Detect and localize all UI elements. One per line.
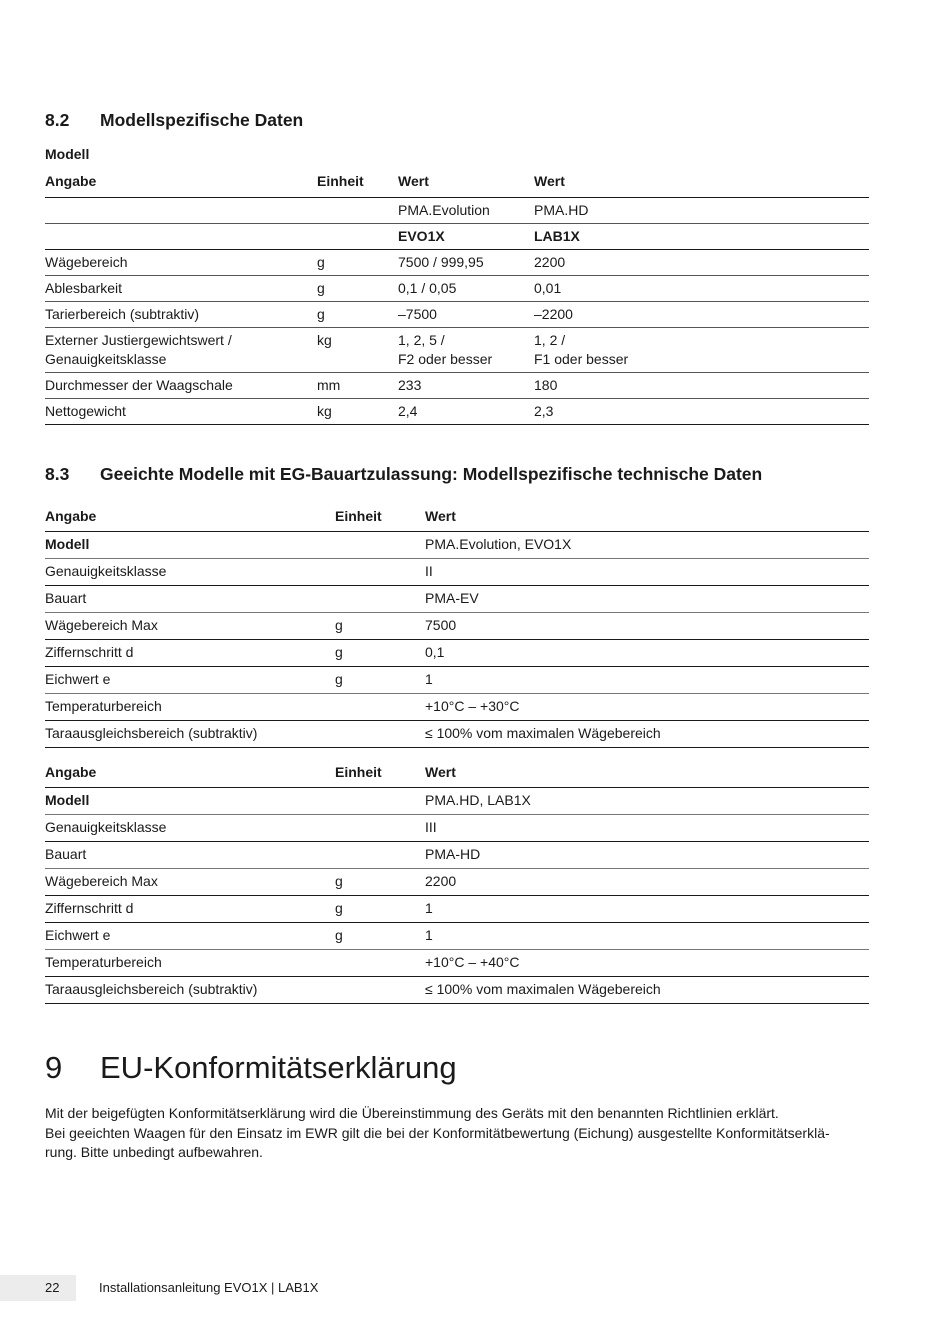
column-header: Angabe	[45, 508, 97, 524]
table-cell: g	[335, 873, 343, 889]
table-row	[45, 399, 869, 425]
table-row	[45, 869, 869, 896]
certified-model-table-lab1x	[45, 763, 869, 1004]
table-cell: g	[335, 617, 343, 633]
table-cell	[335, 950, 425, 977]
table-row	[45, 302, 869, 328]
table-cell	[335, 977, 425, 1004]
table-cell: Ziffernschritt d	[45, 900, 134, 916]
column-header: Angabe	[45, 764, 97, 780]
table-cell: g	[317, 306, 325, 322]
section-title: Modellspezifische Daten	[100, 110, 304, 130]
table-cell	[335, 532, 425, 559]
section-number: 8.2	[45, 110, 70, 130]
table-cell: 0,1	[425, 644, 445, 660]
table-row	[45, 276, 869, 302]
table-cell: 7500 / 999,95	[398, 254, 484, 270]
table-cell: Eichwert e	[45, 927, 111, 943]
table-cell: Temperaturbereich	[45, 698, 162, 714]
table-row	[45, 586, 869, 613]
section-8-3-heading	[45, 464, 762, 485]
table-cell: mm	[317, 377, 341, 393]
table-cell: 0,01	[534, 280, 562, 296]
model-data-rows	[45, 250, 869, 425]
table-cell: +10°C – +30°C	[425, 698, 520, 714]
table-row	[45, 788, 869, 815]
table-cell: 7500	[425, 617, 457, 633]
column-header: Einheit	[335, 764, 382, 780]
table-cell: Ziffernschritt d	[45, 644, 134, 660]
table-cell: g	[335, 927, 343, 943]
chapter-title: EU-Konformitätserklärung	[100, 1050, 457, 1085]
table-row	[45, 613, 869, 640]
table-cell: g	[335, 671, 343, 687]
column-header: Einheit	[317, 173, 364, 189]
table-cell: PMA-HD	[425, 846, 481, 862]
table-cell: Ablesbarkeit	[45, 280, 123, 296]
table-cell: 2,3	[534, 403, 554, 419]
table-cell: g	[317, 280, 325, 296]
table-row	[45, 842, 869, 869]
table-cell: ≤ 100% vom maximalen Wägebereich	[425, 981, 661, 997]
table-cell: kg	[317, 403, 332, 419]
table-cell: ≤ 100% vom maximalen Wägebereich	[425, 725, 661, 741]
table-cell	[335, 815, 425, 842]
table-row	[45, 896, 869, 923]
table-cell: 0,1 / 0,05	[398, 280, 457, 296]
table-cell: Externer Justiergewichtswert / Genauigkeitsklasse	[45, 332, 232, 367]
table-cell: 1, 2 / F1 oder besser	[534, 332, 629, 367]
chapter-number: 9	[45, 1050, 63, 1085]
column-header: Wert	[425, 508, 456, 524]
table-cell: g	[335, 900, 343, 916]
model-data-table	[45, 172, 869, 425]
section-8-2-heading	[45, 110, 303, 131]
table-cell: III	[425, 819, 437, 835]
table-row	[45, 373, 869, 399]
table-cell: 1	[425, 927, 433, 943]
table-row	[45, 950, 869, 977]
table-cell: –2200	[534, 306, 573, 322]
section-title: Geeichte Modelle mit EG-Bauartzulassung: Modellspezifische technische Daten	[100, 464, 763, 484]
footer-document-title: Installationsanleitung EVO1X | LAB1X	[99, 1280, 319, 1295]
table-cell: kg	[317, 332, 332, 348]
conformity-paragraph	[45, 1104, 875, 1163]
paragraph-line: rung. Bitte unbedingt aufbewahren.	[45, 1144, 263, 1160]
table-cell: LAB1X	[534, 228, 580, 244]
table-cell: Modell	[45, 792, 90, 808]
table-cell: Taraausgleichsbereich (subtraktiv)	[45, 725, 258, 741]
table-cell: 233	[398, 377, 422, 393]
table-cell: 1, 2, 5 / F2 oder besser	[398, 332, 493, 367]
table-cell: 2200	[425, 873, 457, 889]
table-header-row	[45, 507, 869, 532]
table-row	[45, 250, 869, 276]
table-cell	[45, 198, 317, 224]
table-cell	[317, 224, 398, 250]
table-cell: Wägebereich Max	[45, 873, 158, 889]
table-cell: 2200	[534, 254, 566, 270]
section-8-2-subheading: Modell	[45, 146, 90, 162]
certified-rows-evo1x	[45, 532, 869, 748]
table-cell: Tarierbereich (subtraktiv)	[45, 306, 200, 322]
table-cell: 1	[425, 671, 433, 687]
table-cell: 2,4	[398, 403, 418, 419]
table-cell: PMA.HD	[534, 202, 589, 218]
table-cell	[335, 842, 425, 869]
table-row	[45, 977, 869, 1004]
table-row	[45, 923, 869, 950]
table-cell	[335, 586, 425, 613]
table-cell	[335, 721, 425, 748]
table-header-row	[45, 763, 869, 788]
table-row	[45, 694, 869, 721]
table-cell: Temperaturbereich	[45, 954, 162, 970]
table-cell	[335, 694, 425, 721]
table-cell: Bauart	[45, 846, 87, 862]
table-cell: Nettogewicht	[45, 403, 126, 419]
model-name-row	[45, 198, 869, 224]
table-cell: Wägebereich	[45, 254, 128, 270]
table-row	[45, 815, 869, 842]
table-cell: PMA.HD, LAB1X	[425, 792, 531, 808]
table-cell: Bauart	[45, 590, 87, 606]
table-cell	[45, 224, 317, 250]
table-cell: EVO1X	[398, 228, 445, 244]
table-row	[45, 640, 869, 667]
table-cell: 180	[534, 377, 558, 393]
section-number: 8.3	[45, 464, 70, 484]
table-cell: PMA-EV	[425, 590, 479, 606]
paragraph-line: Mit der beigefügten Konformitätserklärung wird die Übereinstimmung des Geräts mit den benannten Richtlinien erklärt.	[45, 1105, 779, 1121]
footer-page-tab	[0, 1275, 76, 1301]
table-cell: Modell	[45, 536, 90, 552]
table-row	[45, 559, 869, 586]
table-row	[45, 532, 869, 559]
table-cell: PMA.Evolution	[398, 202, 490, 218]
column-header: Wert	[534, 173, 565, 189]
column-header: Angabe	[45, 173, 97, 189]
table-cell	[317, 198, 398, 224]
table-cell	[335, 788, 425, 815]
chapter-9-heading	[45, 1050, 457, 1086]
table-row	[45, 667, 869, 694]
paragraph-line: Bei geeichten Waagen für den Einsatz im EWR gilt die bei der Konformitätbewertung (Eichung) ausgestellte Konformitätserklä-	[45, 1124, 830, 1141]
table-row	[45, 328, 869, 373]
table-cell: g	[335, 644, 343, 660]
certified-rows-lab1x	[45, 788, 869, 1004]
table-cell: Genauigkeitsklasse	[45, 819, 167, 835]
table-cell: g	[317, 254, 325, 270]
certified-model-table-evo1x	[45, 507, 869, 748]
table-header-row	[45, 172, 869, 198]
table-row	[45, 721, 869, 748]
column-header: Wert	[398, 173, 429, 189]
table-cell: Durchmesser der Waagschale	[45, 377, 233, 393]
column-header: Wert	[425, 764, 456, 780]
table-cell: Eichwert e	[45, 671, 111, 687]
table-cell	[335, 559, 425, 586]
table-cell: Genauigkeitsklasse	[45, 563, 167, 579]
table-cell: Taraausgleichsbereich (subtraktiv)	[45, 981, 258, 997]
table-cell: –7500	[398, 306, 437, 322]
model-type-row	[45, 224, 869, 250]
table-cell: PMA.Evolution, EVO1X	[425, 536, 572, 552]
page-number: 22	[45, 1280, 60, 1295]
table-cell: II	[425, 563, 433, 579]
table-cell: +10°C – +40°C	[425, 954, 520, 970]
table-cell: 1	[425, 900, 433, 916]
table-cell: Wägebereich Max	[45, 617, 158, 633]
column-header: Einheit	[335, 508, 382, 524]
